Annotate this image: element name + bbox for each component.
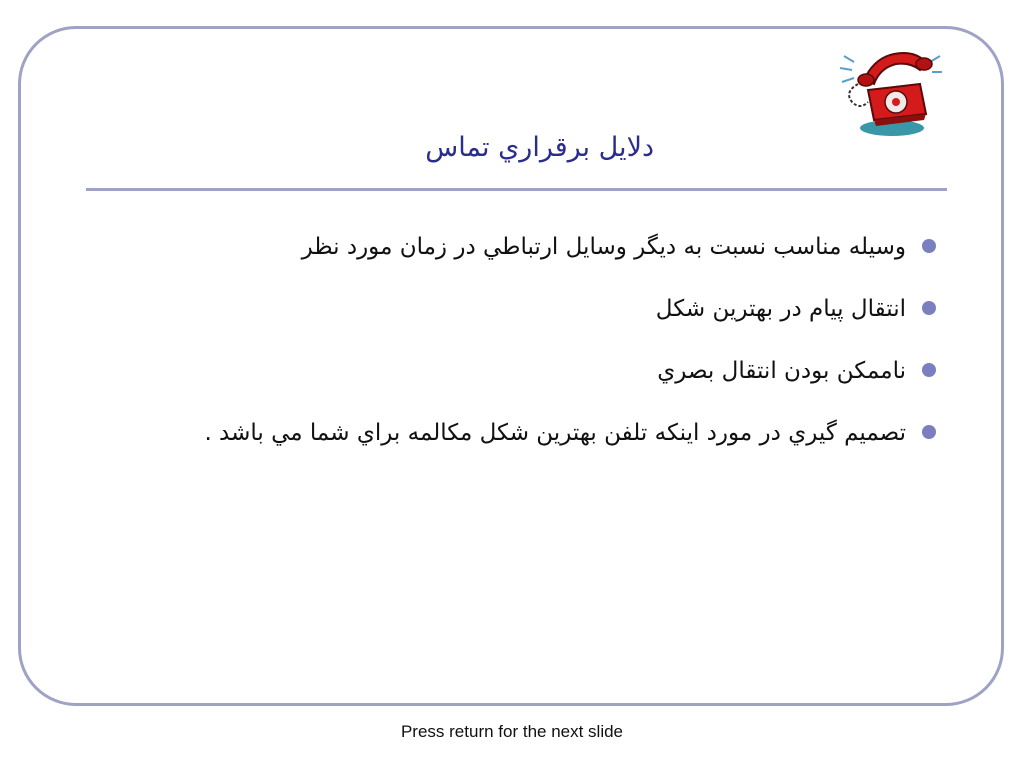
- next-slide-hint: Press return for the next slide: [400, 722, 624, 741]
- list-item: [138, 284, 938, 334]
- bullet-dot-icon: [922, 425, 936, 439]
- list-item: [138, 408, 938, 458]
- bullet-list: [138, 222, 938, 470]
- bullet-dot-icon: [922, 239, 936, 253]
- bullet-dot-icon: [922, 363, 936, 377]
- telephone-icon: [834, 40, 944, 140]
- bullet-dot-icon: [922, 301, 936, 315]
- title-divider: [86, 188, 947, 191]
- list-item: [138, 222, 938, 272]
- bullet-text: انتقال پيام در بهترين شكل: [655, 296, 906, 322]
- slide-title: دلايل برقراري تماس: [425, 132, 654, 163]
- bullet-text: تصميم گيري در مورد اينكه تلفن بهترين شكل مكالمه براي شما مي باشد .: [204, 420, 906, 446]
- list-item: [138, 346, 938, 396]
- bullet-text: وسيله مناسب نسبت به ديگر وسايل ارتباطي در زمان مورد نظر: [301, 234, 906, 260]
- bullet-text: ناممكن بودن انتقال بصري: [657, 358, 906, 384]
